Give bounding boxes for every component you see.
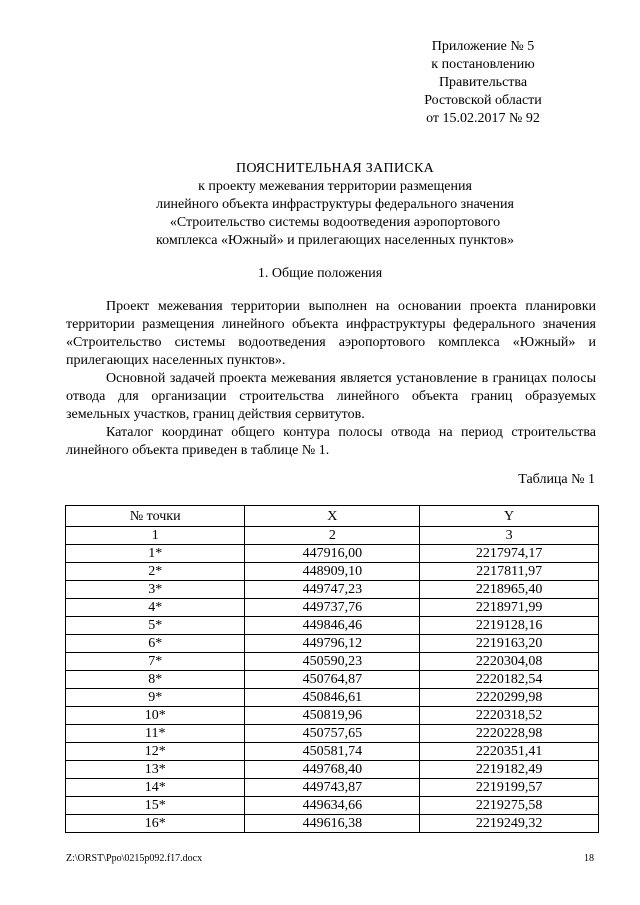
- table-cell: 449796,12: [245, 635, 420, 653]
- table-cell: 7*: [66, 653, 245, 671]
- table-cell: 5*: [66, 617, 245, 635]
- table-cell: 6*: [66, 635, 245, 653]
- table-cell: 2219182,49: [420, 761, 599, 779]
- table-row: [66, 815, 599, 833]
- table-row: [66, 671, 599, 689]
- header-point: № точки: [66, 506, 245, 527]
- table-row: [66, 599, 599, 617]
- table-row: [66, 545, 599, 563]
- table-cell: 1*: [66, 545, 245, 563]
- table-row: [66, 797, 599, 815]
- table-cell: 449846,46: [245, 617, 420, 635]
- table-cell: 12*: [66, 743, 245, 761]
- body-text: [66, 298, 596, 460]
- table-cell: 3: [420, 527, 599, 545]
- table-cell: 448909,10: [245, 563, 420, 581]
- table-cell: 16*: [66, 815, 245, 833]
- table-cell: 2219249,32: [420, 815, 599, 833]
- title-line: «Строительство системы водоотведения аэропортового: [169, 215, 501, 230]
- table-cell: 450764,87: [245, 671, 420, 689]
- table-cell: 449768,40: [245, 761, 420, 779]
- document-title: [95, 160, 575, 250]
- numbering-row: [66, 527, 599, 545]
- table-cell: 2220228,98: [420, 725, 599, 743]
- paragraph: Каталог координат общего контура полосы отвода на период строительства линейного объекта приведен в таблице № 1.: [66, 425, 596, 458]
- table-cell: 11*: [66, 725, 245, 743]
- table-row: [66, 779, 599, 797]
- table-cell: 2: [245, 527, 420, 545]
- table-row: [66, 689, 599, 707]
- page-number: 18: [584, 853, 594, 864]
- table-cell: 2219199,57: [420, 779, 599, 797]
- table-row: [66, 725, 599, 743]
- title-line: комплекса «Южный» и прилегающих населенных пунктов»: [156, 233, 514, 248]
- table-label: Таблица № 1: [518, 472, 595, 487]
- table-cell: 2217974,17: [420, 545, 599, 563]
- section-heading: 1. Общие положения: [257, 266, 383, 281]
- title-line: линейного объекта инфраструктуры федерального значения: [156, 197, 514, 212]
- table-cell: 2219163,20: [420, 635, 599, 653]
- table-row: [66, 581, 599, 599]
- title-main: ПОЯСНИТЕЛЬНАЯ ЗАПИСКА: [235, 161, 435, 176]
- table-cell: 449743,87: [245, 779, 420, 797]
- paragraph: Проект межевания территории выполнен на основании проекта планировки территории размещения линейного объекта инфраструктуры федерального значения «Строительство системы водоотведения аэропортового комплекса «Южный» и прилегающих населенных пунктов».: [66, 299, 596, 368]
- table-cell: 2218965,40: [420, 581, 599, 599]
- paragraph: Основной задачей проекта межевания является установление в границах полосы отвода для организации строительства линейного объекта границ образуемых земельных участков, границ действия сервитутов.: [66, 371, 596, 422]
- appendix-line: Ростовской области: [424, 93, 542, 108]
- footer-file-path: Z:\ORST\Ppo\0215p092.f17.docx: [66, 853, 203, 864]
- table-cell: 10*: [66, 707, 245, 725]
- table-cell: 2218971,99: [420, 599, 599, 617]
- table-cell: 2217811,97: [420, 563, 599, 581]
- table-row: [66, 761, 599, 779]
- header-x: X: [245, 506, 420, 527]
- table-row: [66, 653, 599, 671]
- table-cell: 449634,66: [245, 797, 420, 815]
- table-row: [66, 707, 599, 725]
- table-cell: 3*: [66, 581, 245, 599]
- table-cell: 15*: [66, 797, 245, 815]
- table-cell: 450846,61: [245, 689, 420, 707]
- table-cell: 2220318,52: [420, 707, 599, 725]
- table-cell: 2220182,54: [420, 671, 599, 689]
- table-cell: 449747,23: [245, 581, 420, 599]
- table-cell: 450590,23: [245, 653, 420, 671]
- title-line: к проекту межевания территории размещения: [198, 179, 472, 194]
- table-cell: 450819,96: [245, 707, 420, 725]
- table-cell: 2220299,98: [420, 689, 599, 707]
- coordinates-table: [65, 505, 599, 833]
- header-y: Y: [420, 506, 599, 527]
- table-cell: 447916,00: [245, 545, 420, 563]
- table-row: [66, 617, 599, 635]
- table-cell: 4*: [66, 599, 245, 617]
- table-row: [66, 563, 599, 581]
- table-cell: 9*: [66, 689, 245, 707]
- table-row: [66, 635, 599, 653]
- table-header-row: [66, 506, 599, 527]
- appendix-line: Приложение № 5: [431, 39, 535, 54]
- table-cell: 2219128,16: [420, 617, 599, 635]
- appendix-block: [363, 38, 563, 128]
- appendix-line: от 15.02.2017 № 92: [426, 111, 540, 126]
- table-cell: 450757,65: [245, 725, 420, 743]
- table-cell: 449616,38: [245, 815, 420, 833]
- table-cell: 1: [66, 527, 245, 545]
- table-cell: 2220351,41: [420, 743, 599, 761]
- table-cell: 2*: [66, 563, 245, 581]
- table-cell: 2220304,08: [420, 653, 599, 671]
- table-cell: 13*: [66, 761, 245, 779]
- appendix-line: к постановлению: [431, 57, 535, 72]
- table-cell: 14*: [66, 779, 245, 797]
- table-cell: 2219275,58: [420, 797, 599, 815]
- table-cell: 450581,74: [245, 743, 420, 761]
- appendix-line: Правительства: [438, 75, 528, 90]
- table-row: [66, 743, 599, 761]
- table-cell: 449737,76: [245, 599, 420, 617]
- table-cell: 8*: [66, 671, 245, 689]
